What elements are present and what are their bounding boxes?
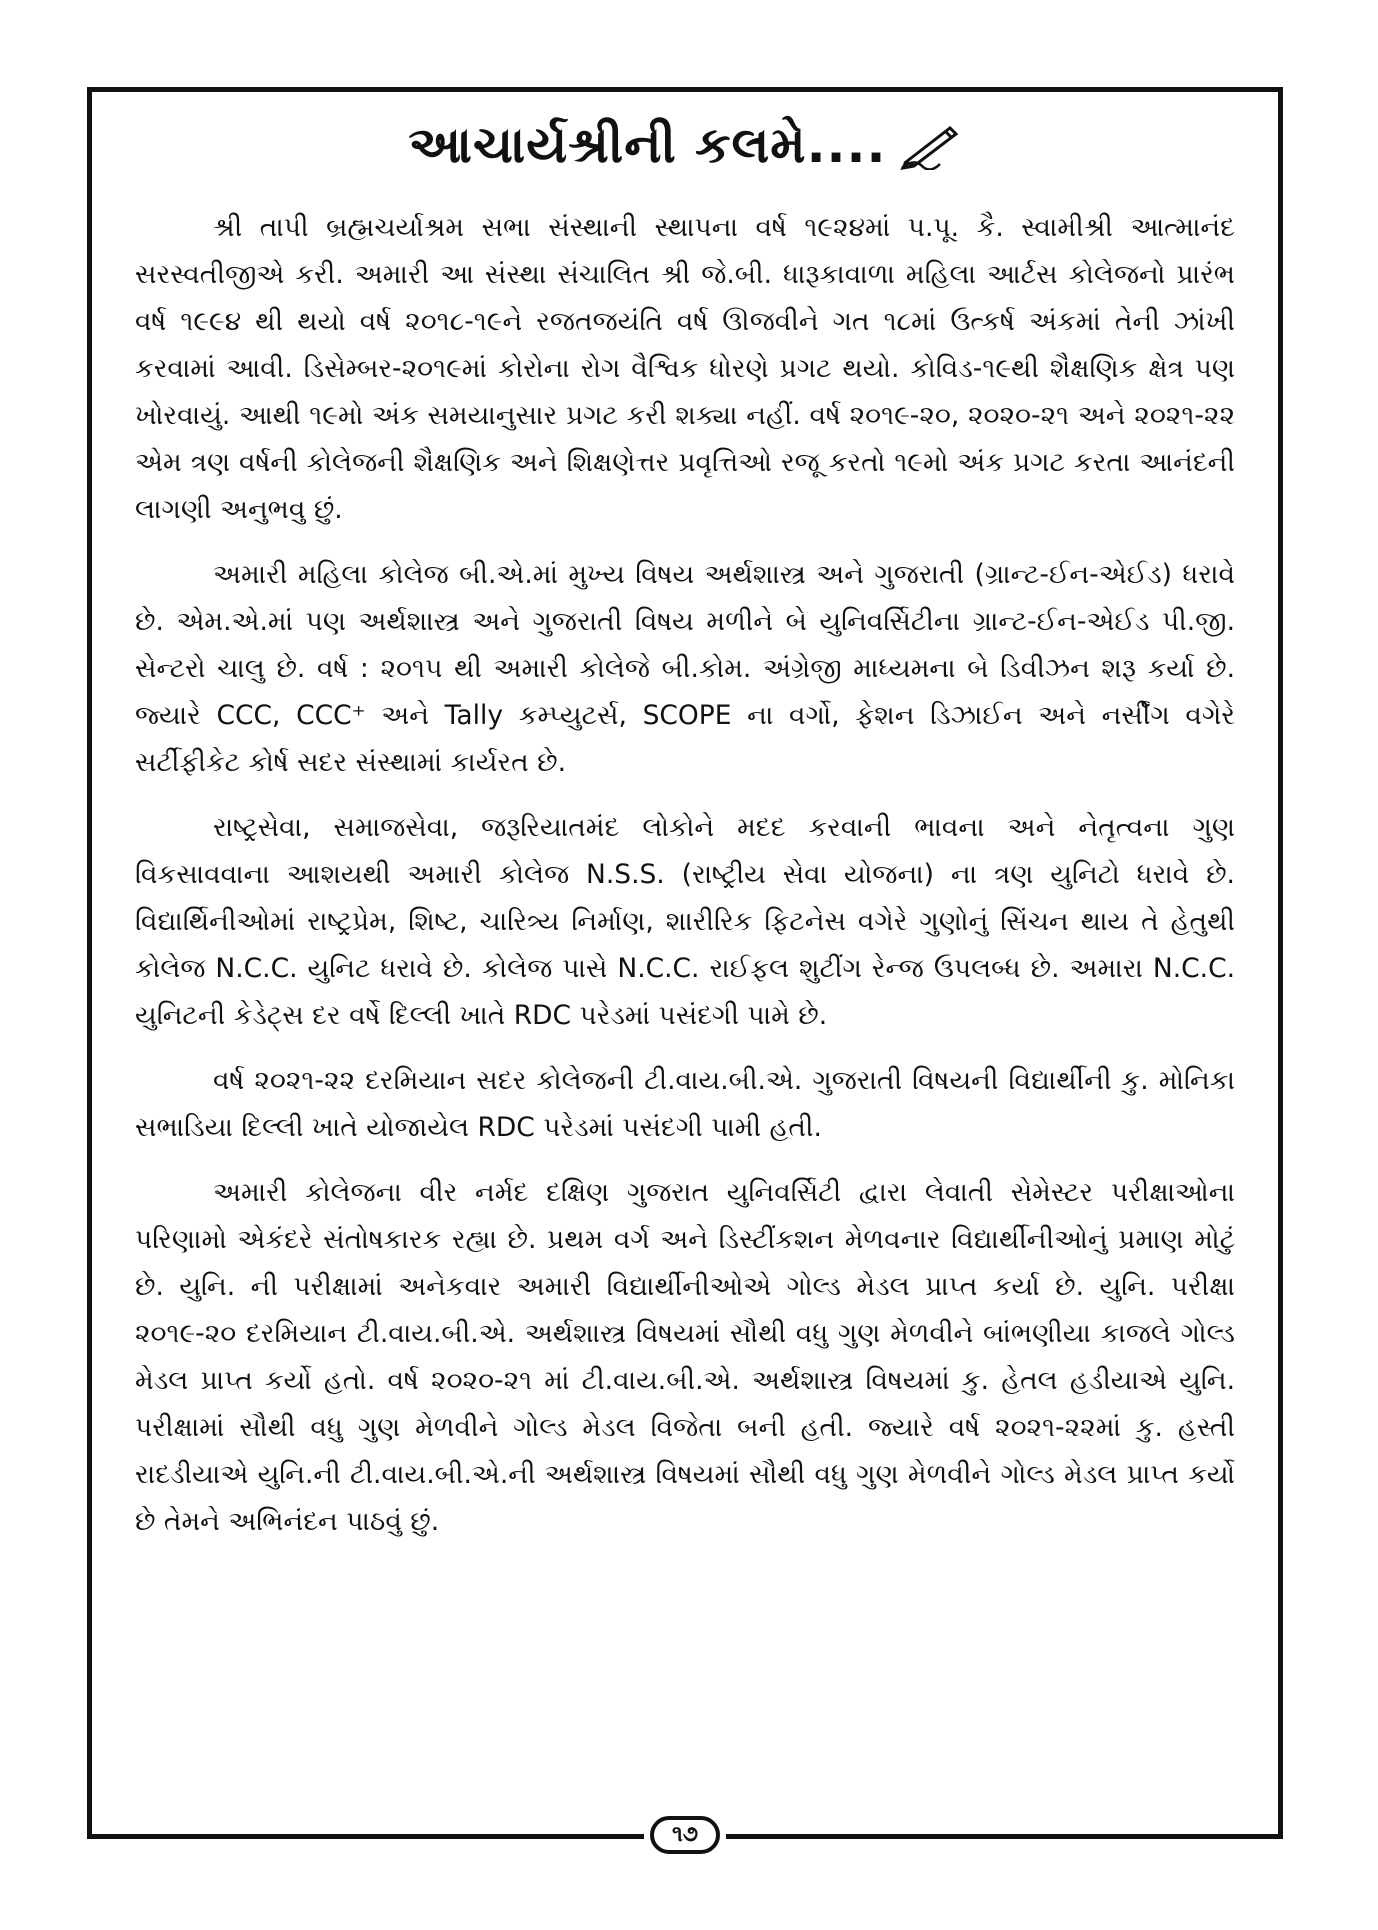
paragraph-rdc-parade: વર્ષ ૨૦૨૧-૨૨ દરમિયાન સદર કોલેજની ટી.વાય.બી.એ. ગુજરાતી વિષયની વિદ્યાર્થીની કુ. મોનિકા સભાડિયા દિલ્લી ખાતે યોજાયેલ RDC પરેડમાં પસંદગી પામી હતી. bbox=[135, 1065, 1235, 1143]
page-title: આચાર્યશ્રીની કલમે.... bbox=[408, 116, 887, 174]
article-body bbox=[135, 204, 1235, 1563]
paragraph-results: અમારી કોલેજના વીર નર્મદ દક્ષિણ ગુજરાત યુનિવર્સિટી દ્વારા લેવાતી સેમેસ્ટર પરીક્ષાઓના પરિણામો એકંદરે સંતોષકારક રહ્યા છે. પ્રથમ વર્ગ અને ડિસ્ટીંકશન મેળવનાર વિદ્યાર્થીનીઓનું પ્રમાણ મોટું છે. યુનિ. ની પરીક્ષામાં અનેકવાર અમારી વિદ્યાર્થીનીઓએ ગોલ્ડ મેડલ પ્રાપ્ત કર્યા છે. યુનિ. પરીક્ષા ૨૦૧૯-૨૦ દરમિયાન ટી.વાય.બી.એ. અર્થશાસ્ત્ર વિષયમાં સૌથી વધુ ગુણ મેળવીને બાંભણીયા કાજલે ગોલ્ડ મેડલ પ્રાપ્ત કર્યો હતો. વર્ષ ૨૦૨૦-૨૧ માં ટી.વાય.બી.એ. અર્થશાસ્ત્ર વિષયમાં કુ. હેતલ હડીયાએ યુનિ. પરીક્ષામાં સૌથી વધુ ગુણ મેળવીને ગોલ્ડ મેડલ વિજેતા બની હતી. જ્યારે વર્ષ ૨૦૨૧-૨૨માં કુ. હસ્તી રાદડીયાએ યુનિ.ની ટી.વાય.બી.એ.ની અર્થશાસ્ત્ર વિષયમાં સૌથી વધુ ગુણ મેળવીને ગોલ્ડ મેડલ પ્રાપ્ત કર્યો છે તેમને અભિનંદન પાઠવું છું. bbox=[135, 1177, 1235, 1537]
title-row bbox=[92, 116, 1278, 186]
paragraph-courses: અમારી મહિલા કોલેજ બી.એ.માં મુખ્ય વિષય અર્થશાસ્ત્ર અને ગુજરાતી (ગ્રાન્ટ-ઈન-એઈડ) ધરાવે છે. એમ.એ.માં પણ અર્થશાસ્ત્ર અને ગુજરાતી વિષય મળીને બે યુનિવર્સિટીના ગ્રાન્ટ-ઈન-એઈડ પી.જી. સેન્ટરો ચાલુ છે. વર્ષ : ૨૦૧૫ થી અમારી કોલેજે બી.કોમ. અંગ્રેજી માધ્યમના બે ડિવીઝન શરૂ કર્યા છે. જ્યારે CCC, CCC⁺ અને Tally કમ્પ્યુટર્સ, SCOPE ના વર્ગો, ફેશન ડિઝાઈન અને નર્સીંગ વગેરે સર્ટીફીકેટ કોર્ષ સદર સંસ્થામાં કાર્યરત છે. bbox=[135, 559, 1235, 778]
page-number-container bbox=[644, 1816, 726, 1854]
page-number: ૧૭ bbox=[650, 1816, 720, 1854]
page-border-frame bbox=[87, 87, 1283, 1847]
pen-writing-icon bbox=[900, 122, 962, 170]
paragraph-nss-ncc: રાષ્ટ્રસેવા, સમાજસેવા, જરૂરિયાતમંદ લોકોને મદદ કરવાની ભાવના અને નેતૃત્વના ગુણ વિકસાવવાના આશયથી અમારી કોલેજ N.S.S. (રાષ્ટ્રીય સેવા યોજના) ના ત્રણ યુનિટો ધરાવે છે. વિદ્યાર્થિનીઓમાં રાષ્ટ્રપ્રેમ, શિષ્ટ, ચારિત્ર્ય નિર્માણ, શારીરિક ફિટનેસ વગેરે ગુણોનું સિંચન થાય તે હેતુથી કોલેજ N.C.C. યુનિટ ધરાવે છે. કોલેજ પાસે N.C.C. રાઈફલ શુટીંગ રેન્જ ઉપલબ્ધ છે. અમારા N.C.C. યુનિટની કેડેટ્સ દર વર્ષે દિલ્લી ખાતે RDC પરેડમાં પસંદગી પામે છે. bbox=[135, 812, 1235, 1031]
paragraph-history: શ્રી તાપી બ્રહ્મચર્યાશ્રમ સભા સંસ્થાની સ્થાપના વર્ષ ૧૯૨૪માં પ.પૂ. કૈ. સ્વામીશ્રી આત્માનંદ સરસ્વતીજીએ કરી. અમારી આ સંસ્થા સંચાલિત શ્રી જે.બી. ધારૂકાવાળા મહિલા આર્ટસ કોલેજનો પ્રારંભ વર્ષ ૧૯૯૪ થી થયો વર્ષ ૨૦૧૮-૧૯ને રજતજયંતિ વર્ષ ઊજવીને ગત ૧૮માં ઉત્કર્ષ અંકમાં તેની ઝાંખી કરવામાં આવી. ડિસેમ્બર-૨૦૧૯માં કોરોના રોગ વૈશ્વિક ધોરણે પ્રગટ થયો. કોવિડ-૧૯થી શૈક્ષણિક ક્ષેત્ર પણ ખોરવાયું. આથી ૧૯મો અંક સમયાનુસાર પ્રગટ કરી શક્યા નહીં. વર્ષ ૨૦૧૯-૨૦, ૨૦૨૦-૨૧ અને ૨૦૨૧-૨૨ એમ ત્રણ વર્ષની કોલેજની શૈક્ષણિક અને શિક્ષણેત્તર પ્રવૃત્તિઓ રજૂ કરતો ૧૯મો અંક પ્રગટ કરતા આનંદની લાગણી અનુભવુ છું. bbox=[135, 212, 1235, 525]
